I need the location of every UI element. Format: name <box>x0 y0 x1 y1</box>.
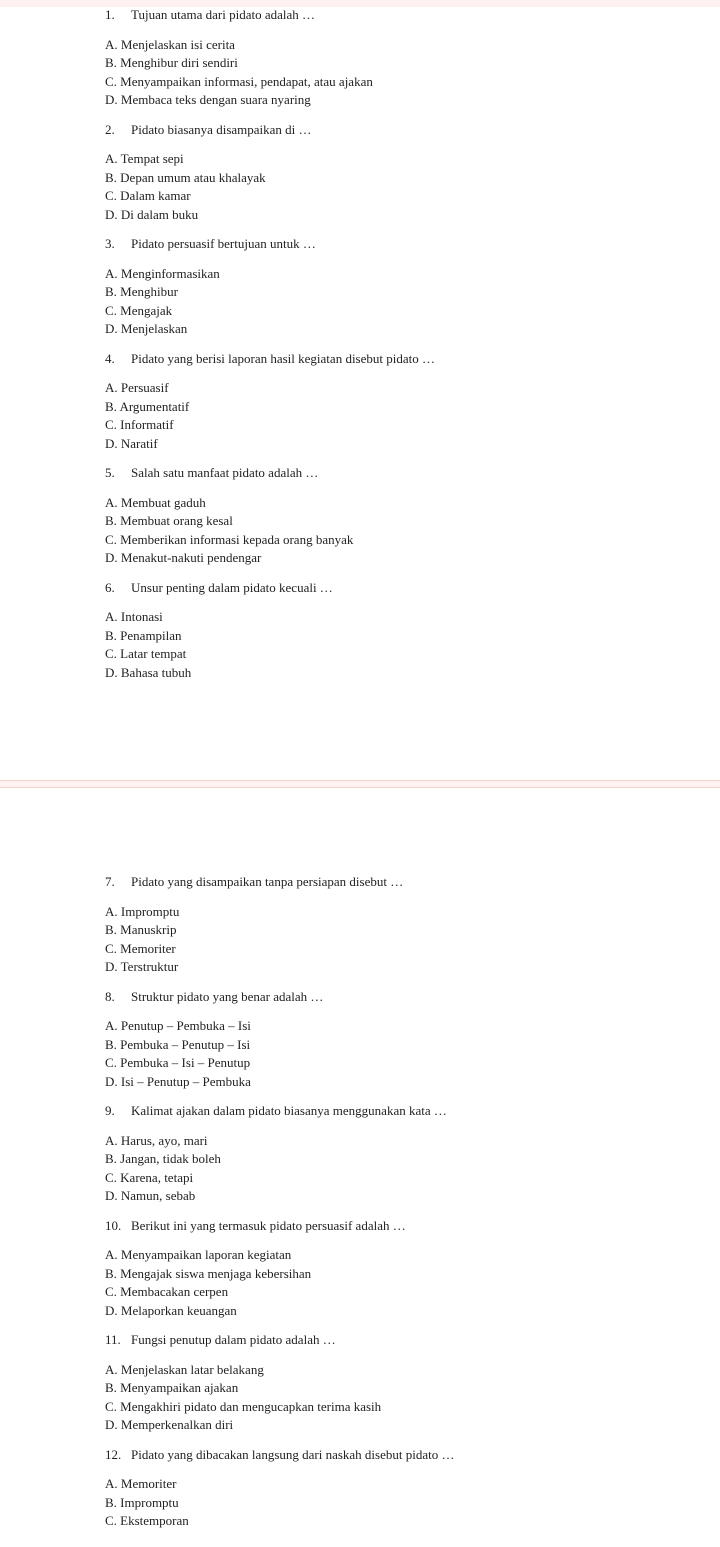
option-c[interactable]: C. Informatif <box>105 417 174 432</box>
option-a[interactable]: A. Harus, ayo, mari <box>105 1132 208 1148</box>
question-7 <box>105 873 695 977</box>
question-list <box>105 7 695 693</box>
option-list <box>105 265 695 339</box>
option-c[interactable]: C. Menyampaikan informasi, pendapat, atau ajakan <box>105 73 373 89</box>
option-list <box>105 494 695 568</box>
question-text: Pidato yang dibacakan langsung dari naskah disebut pidato … <box>131 1446 455 1462</box>
question-9 <box>105 1102 695 1206</box>
option-d[interactable]: D. Terstruktur <box>105 959 179 974</box>
option-a[interactable]: A. Persuasif <box>105 380 169 395</box>
option-list <box>105 1246 695 1320</box>
question-number: 5. <box>105 465 115 480</box>
option-b[interactable]: B. Menghibur diri sendiri <box>105 55 238 70</box>
option-d[interactable]: D. Di dalam buku <box>105 206 199 222</box>
option-a[interactable]: A. Menjelaskan isi cerita <box>105 36 235 52</box>
option-list <box>105 379 695 453</box>
question-number: 9. <box>105 1103 115 1118</box>
option-list <box>105 1132 695 1206</box>
option-c[interactable]: C. Latar tempat <box>105 646 187 661</box>
question-text: Pidato yang disampaikan tanpa persiapan disebut … <box>131 874 404 889</box>
question-number: 8. <box>105 988 115 1004</box>
question-number: 3. <box>105 236 115 251</box>
option-d[interactable]: D. Naratif <box>105 435 158 451</box>
question-text: Kalimat ajakan dalam pidato biasanya menggunakan kata … <box>131 1103 447 1118</box>
question-text: Fungsi penutup dalam pidato adalah … <box>131 1332 336 1347</box>
option-b[interactable]: B. Menyampaikan ajakan <box>105 1380 239 1395</box>
question-text: Pidato yang berisi laporan hasil kegiatan disebut pidato … <box>131 350 435 366</box>
question-number: 10. <box>105 1217 122 1233</box>
question-number: 4. <box>105 350 115 366</box>
question-number: 7. <box>105 874 115 889</box>
option-a[interactable]: A. Memoriter <box>105 1476 177 1491</box>
option-a[interactable]: A. Menjelaskan latar belakang <box>105 1361 264 1377</box>
question-stem <box>105 1331 695 1350</box>
option-c[interactable]: C. Memoriter <box>105 940 176 956</box>
option-a[interactable]: A. Membuat gaduh <box>105 494 206 510</box>
question-3 <box>105 235 695 339</box>
question-number: 2. <box>105 121 115 137</box>
question-6 <box>105 579 695 683</box>
question-10 <box>105 1217 695 1321</box>
option-b[interactable]: B. Argumentatif <box>105 398 190 414</box>
option-a[interactable]: A. Impromptu <box>105 903 180 919</box>
option-d[interactable]: D. Membaca teks dengan suara nyaring <box>105 92 311 107</box>
option-c[interactable]: C. Membacakan cerpen <box>105 1284 229 1299</box>
option-b[interactable]: B. Pembuka – Penutup – Isi <box>105 1036 251 1052</box>
option-c[interactable]: C. Memberikan informasi kepada orang banyak <box>105 531 354 547</box>
option-c[interactable]: C. Pembuka – Isi – Penutup <box>105 1055 251 1070</box>
question-5 <box>105 464 695 568</box>
option-b[interactable]: B. Manuskrip <box>105 922 177 937</box>
question-stem <box>105 1446 695 1465</box>
question-4 <box>105 350 695 454</box>
question-stem <box>105 7 695 25</box>
question-stem <box>105 235 695 254</box>
option-b[interactable]: B. Impromptu <box>105 1494 179 1510</box>
option-list <box>105 1361 695 1435</box>
question-stem <box>105 464 695 483</box>
option-d[interactable]: D. Bahasa tubuh <box>105 664 192 680</box>
question-number: 6. <box>105 579 115 595</box>
option-b[interactable]: B. Membuat orang kesal <box>105 513 233 528</box>
option-list <box>105 903 695 977</box>
question-2 <box>105 121 695 225</box>
question-stem <box>105 350 695 369</box>
question-text: Salah satu manfaat pidato adalah … <box>131 465 319 480</box>
option-d[interactable]: D. Menakut-nakuti pendengar <box>105 550 262 565</box>
question-text: Tujuan utama dari pidato adalah … <box>131 7 316 22</box>
option-list <box>105 1475 695 1531</box>
option-list <box>105 36 695 110</box>
option-d[interactable]: D. Menjelaskan <box>105 321 188 336</box>
option-d[interactable]: D. Melaporkan keuangan <box>105 1302 237 1318</box>
option-list <box>105 608 695 682</box>
option-a[interactable]: A. Intonasi <box>105 609 163 624</box>
option-b[interactable]: B. Mengajak siswa menjaga kebersihan <box>105 1265 312 1281</box>
option-b[interactable]: B. Depan umum atau khalayak <box>105 169 266 185</box>
question-text: Berikut ini yang termasuk pidato persuasif adalah … <box>131 1217 406 1233</box>
question-list <box>105 873 695 1542</box>
option-list <box>105 1017 695 1091</box>
document-page-1 <box>0 7 720 781</box>
option-c[interactable]: C. Mengajak <box>105 302 173 318</box>
question-1 <box>105 7 695 110</box>
document-page-2 <box>0 787 720 1547</box>
question-text: Pidato biasanya disampaikan di … <box>131 121 312 137</box>
option-d[interactable]: D. Memperkenalkan diri <box>105 1417 234 1432</box>
option-a[interactable]: A. Tempat sepi <box>105 151 184 166</box>
option-c[interactable]: C. Ekstemporan <box>105 1513 189 1528</box>
question-text: Pidato persuasif bertujuan untuk … <box>131 236 316 251</box>
option-list <box>105 150 695 224</box>
option-c[interactable]: C. Dalam kamar <box>105 188 191 203</box>
question-stem <box>105 579 695 598</box>
option-d[interactable]: D. Isi – Penutup – Pembuka <box>105 1073 251 1089</box>
question-number: 11. <box>105 1332 121 1347</box>
question-12 <box>105 1446 695 1531</box>
question-8 <box>105 988 695 1092</box>
question-stem <box>105 1102 695 1121</box>
option-c[interactable]: C. Mengakhiri pidato dan mengucapkan terima kasih <box>105 1398 382 1414</box>
question-number: 1. <box>105 7 115 22</box>
option-a[interactable]: A. Menginformasikan <box>105 265 220 281</box>
question-11 <box>105 1331 695 1435</box>
question-text: Struktur pidato yang benar adalah … <box>131 988 324 1004</box>
question-stem <box>105 121 695 140</box>
option-b[interactable]: B. Jangan, tidak boleh <box>105 1151 221 1166</box>
option-b[interactable]: B. Menghibur <box>105 284 178 299</box>
question-text: Unsur penting dalam pidato kecuali … <box>131 579 333 595</box>
option-a[interactable]: A. Penutup – Pembuka – Isi <box>105 1018 251 1033</box>
question-stem <box>105 1217 695 1236</box>
question-stem <box>105 988 695 1007</box>
option-a[interactable]: A. Menyampaikan laporan kegiatan <box>105 1247 292 1262</box>
question-stem <box>105 873 695 892</box>
option-d[interactable]: D. Namun, sebab <box>105 1188 196 1203</box>
option-b[interactable]: B. Penampilan <box>105 627 182 643</box>
question-number: 12. <box>105 1446 122 1462</box>
option-c[interactable]: C. Karena, tetapi <box>105 1169 194 1185</box>
